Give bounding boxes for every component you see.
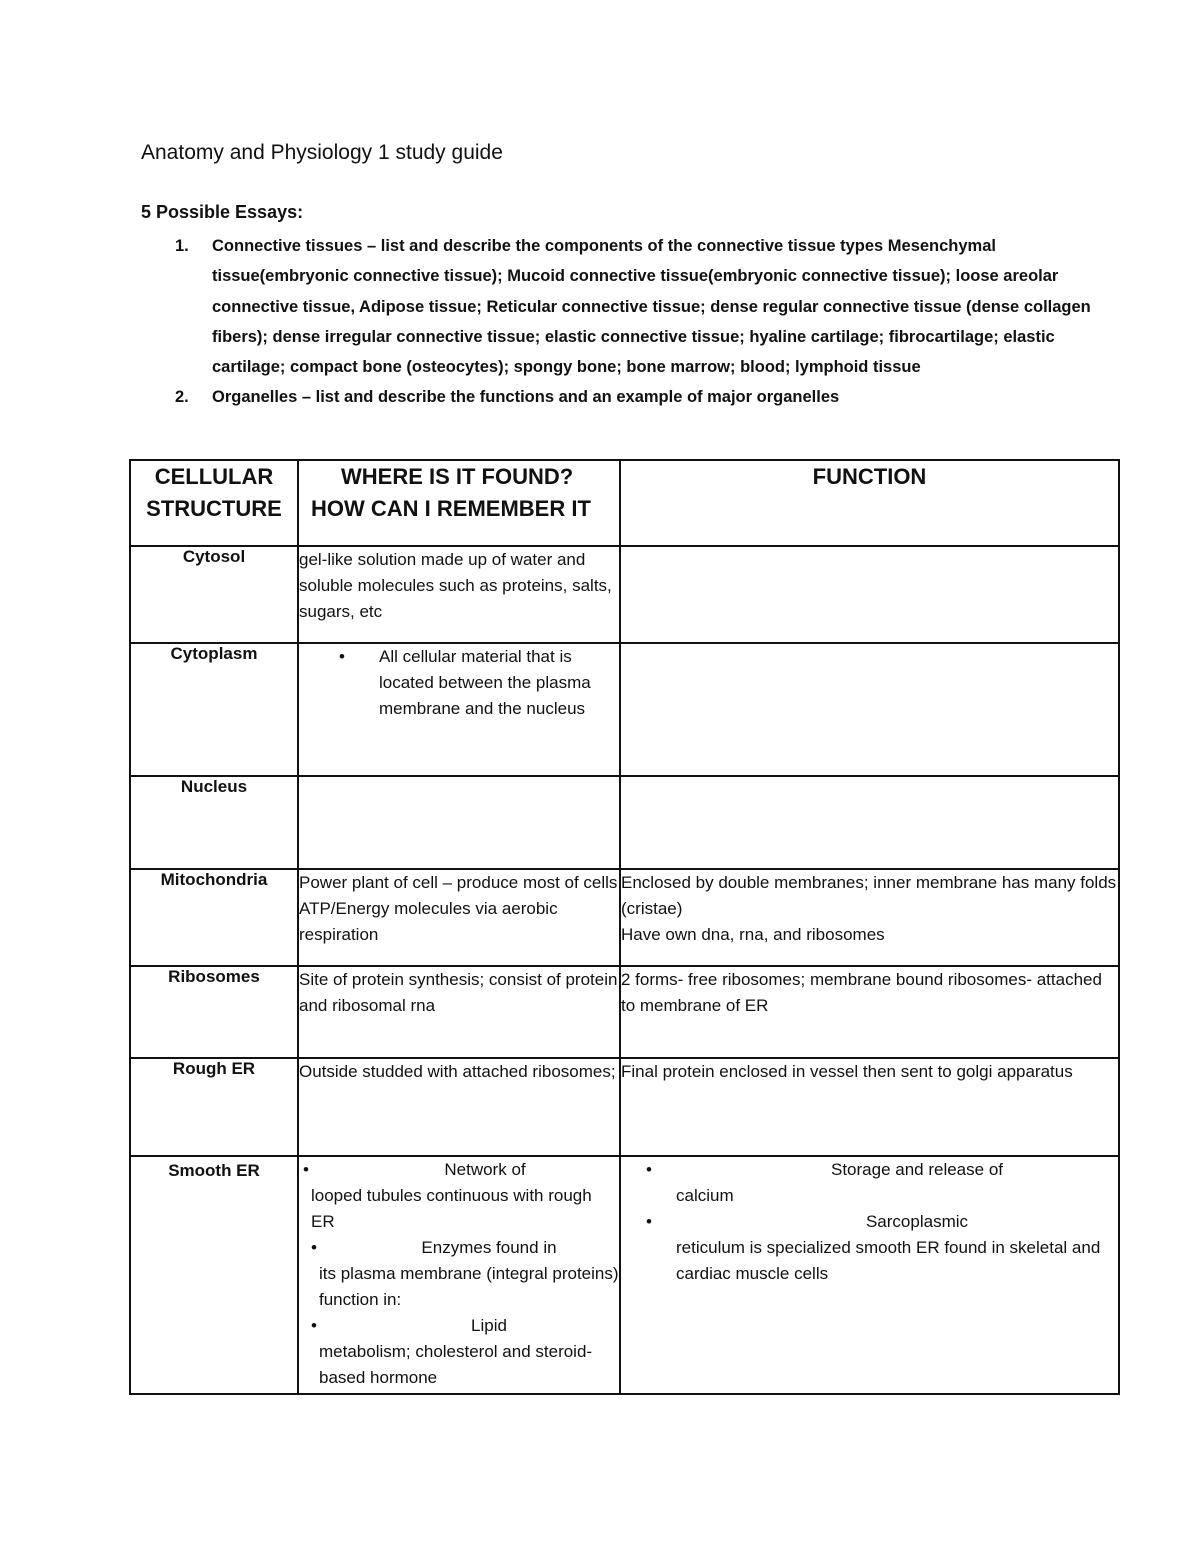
list-item: • All cellular material that is located between the plasma membrane and the nucleus (309, 644, 619, 722)
essay-text: Organelles – list and describe the functions and an example of major organelles (212, 388, 840, 407)
where-found-cell (298, 776, 620, 869)
organelle-table (129, 459, 1120, 1395)
structure-name: Rough ER (130, 1058, 298, 1156)
function-cell (620, 1156, 1119, 1394)
header-function: FUNCTION (620, 460, 1119, 546)
bullet-list (303, 1157, 619, 1391)
function-cell: 2 forms- free ribosomes; membrane bound ribosomes- attached to membrane of ER (620, 966, 1119, 1058)
header-where-found: WHERE IS IT FOUND? HOW CAN I REMEMBER IT (298, 460, 620, 546)
where-found-cell (298, 1156, 620, 1394)
list-item: • Network of looped tubules continuous with rough ER (303, 1160, 592, 1231)
table-row (130, 546, 1119, 643)
essays-heading: 5 Possible Essays: (141, 202, 304, 222)
structure-name: Smooth ER (130, 1156, 298, 1394)
table-row (130, 869, 1119, 966)
essay-list (141, 231, 1091, 413)
list-item: • Storage and release of calcium (646, 1160, 1003, 1205)
where-found-cell: Outside studded with attached ribosomes; (298, 1058, 620, 1156)
structure-name: Cytosol (130, 546, 298, 643)
function-cell: Enclosed by double membranes; inner membrane has many folds (cristae) Have own dna, rna, and ribosomes (620, 869, 1119, 966)
where-found-cell: Power plant of cell – produce most of cells ATP/Energy molecules via aerobic respiration (298, 869, 620, 966)
structure-name: Cytoplasm (130, 643, 298, 776)
page-title: Anatomy and Physiology 1 study guide (141, 141, 503, 164)
where-found-cell: gel-like solution made up of water and soluble molecules such as proteins, salts, sugars, etc (298, 546, 620, 643)
header-cellular-structure: CELLULAR STRUCTURE (130, 460, 298, 546)
list-item: • Lipid metabolism; cholesterol and steroid-based hormone (311, 1316, 593, 1387)
table-row (130, 776, 1119, 869)
essay-item (141, 382, 1091, 412)
table-row (130, 643, 1119, 776)
structure-name: Mitochondria (130, 869, 298, 966)
function-cell (620, 546, 1119, 643)
table-row (130, 1156, 1119, 1394)
bullet-list (621, 1157, 1118, 1287)
essay-item (141, 231, 1091, 382)
table-row (130, 1058, 1119, 1156)
function-cell (620, 776, 1119, 869)
list-item: • Sarcoplasmic reticulum is specialized smooth ER found in skeletal and cardiac muscle cells (646, 1212, 1101, 1283)
list-item: • Enzymes found in its plasma membrane (integral proteins) function in: (311, 1238, 619, 1309)
essay-text: Connective tissues – list and describe the components of the connective tissue types Mesenchymal tissue(embryonic connective tissue); Mucoid connective tissue(embryonic connective tissue); loose areolar connective tissue, Adipose tissue; Reticular connective tissue; dense regular connective tissue (dense collagen fibers); dense irregular connective tissue; elastic connective tissue; hyaline cartilage; fibrocartilage; elastic cartilage; compact bone (osteocytes); spongy bone; bone marrow; blood; lymphoid tissue (212, 237, 1091, 377)
essay-number: 2. (175, 388, 189, 407)
structure-name: Ribosomes (130, 966, 298, 1058)
function-cell: Final protein enclosed in vessel then sent to golgi apparatus (620, 1058, 1119, 1156)
table-header-row (130, 460, 1119, 546)
where-found-cell (298, 643, 620, 776)
bullet-list (309, 644, 619, 722)
function-cell (620, 643, 1119, 776)
table-row (130, 966, 1119, 1058)
where-found-cell: Site of protein synthesis; consist of protein and ribosomal rna (298, 966, 620, 1058)
structure-name: Nucleus (130, 776, 298, 869)
essay-number: 1. (175, 237, 189, 255)
